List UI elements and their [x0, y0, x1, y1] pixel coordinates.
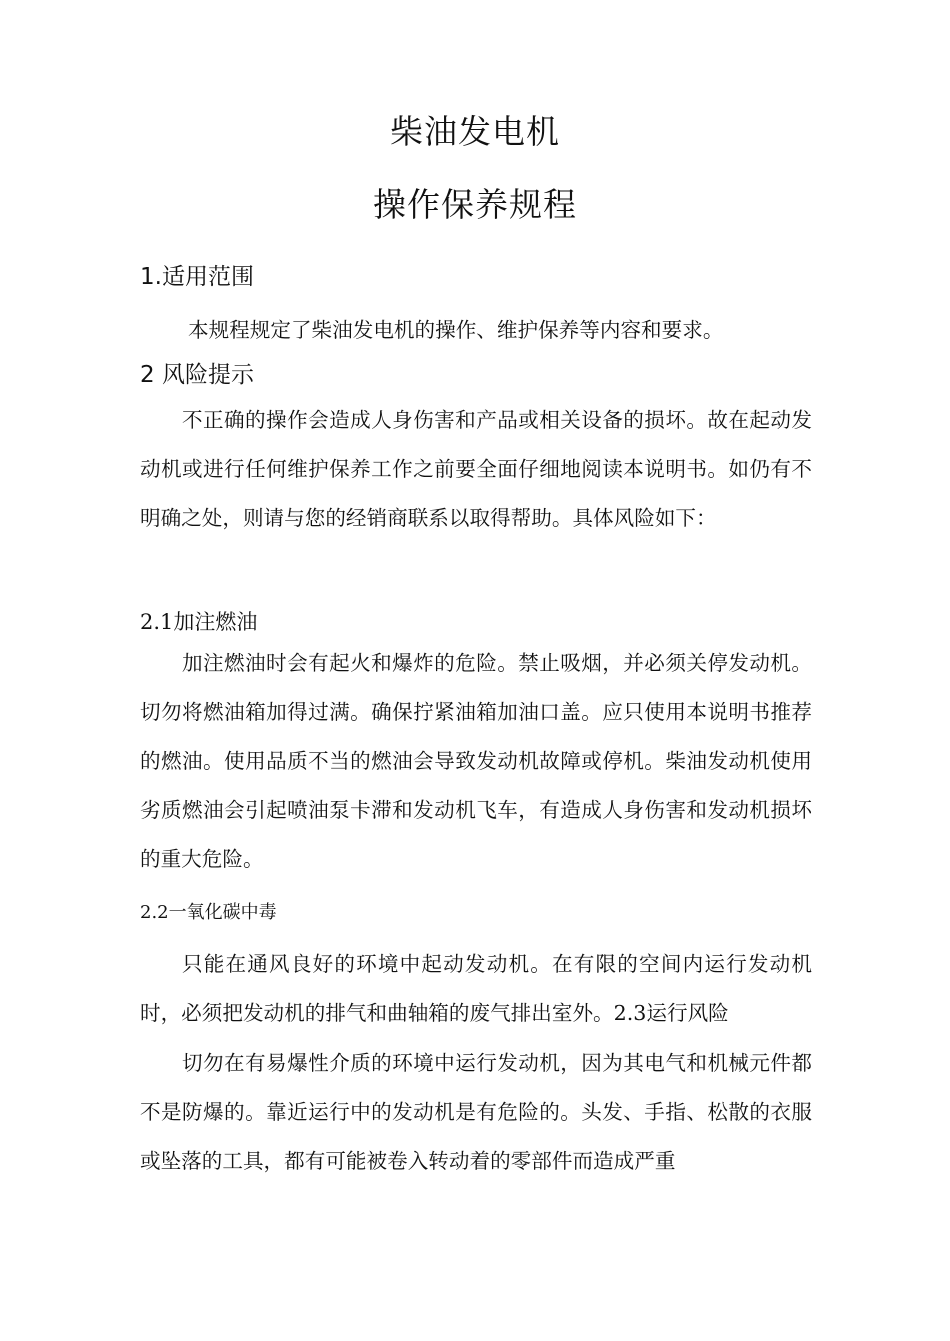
subsection-heading-co: 2.2一氧化碳中毒	[140, 902, 277, 923]
section-text-scope: 本规程规定了柴油发电机的操作、维护保养等内容和要求。	[188, 318, 724, 342]
subsection-text-co: 只能在通风良好的环境中起动发动机。在有限的空间内运行发动机时，必须把发动机的排气和曲轴箱的废气排出室外。2.3运行风险	[140, 952, 812, 1025]
section-text-risk: 不正确的操作会造成人身伤害和产品或相关设备的损坏。故在起动发动机或进行任何维护保养工作之前要全面仔细地阅读本说明书。如仍有不明确之处，则请与您的经销商联系以取得帮助。具体风险如下：	[140, 408, 812, 530]
subsection-text-fuel: 加注燃油时会有起火和爆炸的危险。禁止吸烟，并必须关停发动机。切勿将燃油箱加得过满。确保拧紧油箱加油口盖。应只使用本说明书推荐的燃油。使用品质不当的燃油会导致发动机故障或停机。柴油发动机使用劣质燃油会引起喷油泵卡滞和发动机飞车，有造成人身伤害和发动机损坏的重大危险。	[140, 651, 812, 871]
subsection-text-run: 切勿在有易爆性介质的环境中运行发动机，因为其电气和机械元件都不是防爆的。靠近运行中的发动机是有危险的。头发、手指、松散的衣服或坠落的工具，都有可能被卷入转动着的零部件而造成严重	[140, 1051, 812, 1173]
section-heading-scope: 1.适用范围	[140, 264, 254, 290]
document-title-line1: 柴油发电机	[390, 112, 560, 151]
section-heading-risk: 2 风险提示	[140, 362, 254, 388]
document-title-line2: 操作保养规程	[373, 185, 577, 224]
subsection-heading-fuel: 2.1加注燃油	[140, 610, 258, 634]
